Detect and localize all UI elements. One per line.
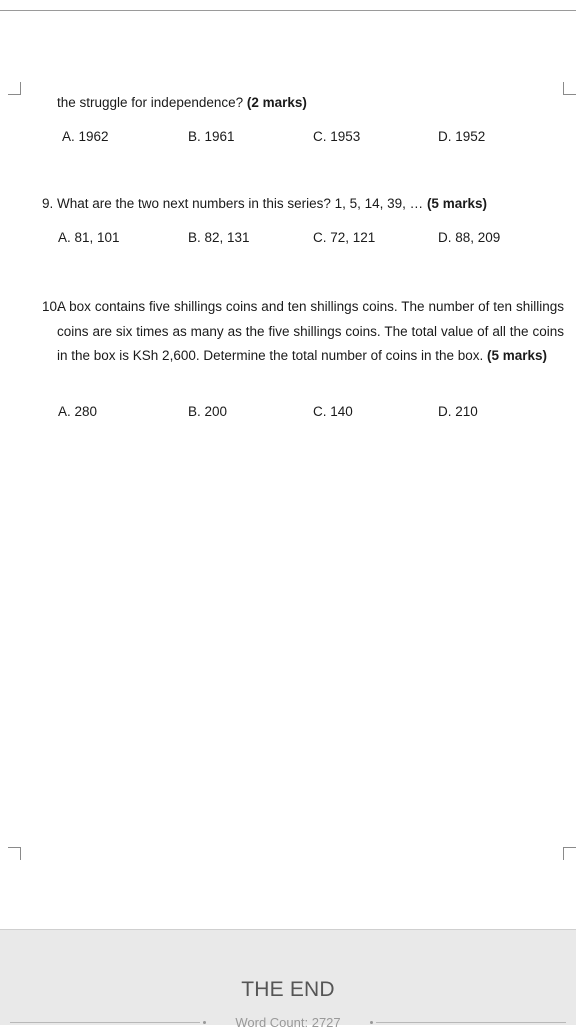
question-10-number: 10. xyxy=(42,299,61,314)
q10-option-a: A. 280 xyxy=(58,404,98,419)
q10-option-c: C. 140 xyxy=(313,404,353,419)
margin-corner-bottom-left xyxy=(8,847,21,860)
document-page xyxy=(0,11,576,929)
word-count-divider-right xyxy=(376,1022,566,1023)
margin-corner-top-left xyxy=(8,82,21,95)
page-footer xyxy=(0,929,576,1030)
question-8-text xyxy=(57,94,307,112)
q9-option-d: D. 88, 209 xyxy=(438,230,501,245)
the-end-text: THE END xyxy=(241,978,335,1001)
q8-option-d: D. 1952 xyxy=(438,129,486,144)
q9-option-a: A. 81, 101 xyxy=(58,230,120,245)
q8-option-b: B. 1961 xyxy=(188,129,235,144)
question-9-body: What are the two next numbers in this series? 1, 5, 14, 39, … xyxy=(57,196,427,211)
question-8-marks: (2 marks) xyxy=(246,95,307,110)
q10-option-b: B. 200 xyxy=(188,404,228,419)
q8-option-a: A. 1962 xyxy=(62,129,109,144)
q9-option-b: B. 82, 131 xyxy=(188,230,250,245)
question-10-marks: (5 marks) xyxy=(487,348,548,363)
question-9-text xyxy=(57,195,487,213)
question-10-body: A box contains five shillings coins and ten shillings coins. The number of ten shillings coins are six times as many as the five shillings coins. The total value of all the coins in the box is KSh 2,600. Determine the total number of coins in the box. xyxy=(57,299,564,363)
q9-option-c: C. 72, 121 xyxy=(313,230,376,245)
question-9-number: 9. xyxy=(42,196,54,211)
question-8-body: the struggle for independence? xyxy=(57,95,247,110)
question-9-marks: (5 marks) xyxy=(426,196,487,211)
margin-corner-bottom-right xyxy=(563,847,576,860)
margin-corner-top-right xyxy=(563,82,576,95)
question-10-text xyxy=(57,295,564,369)
q10-option-d: D. 210 xyxy=(438,404,478,419)
word-count[interactable]: Word Count: 2727 xyxy=(235,1015,341,1030)
q8-option-c: C. 1953 xyxy=(313,129,361,144)
